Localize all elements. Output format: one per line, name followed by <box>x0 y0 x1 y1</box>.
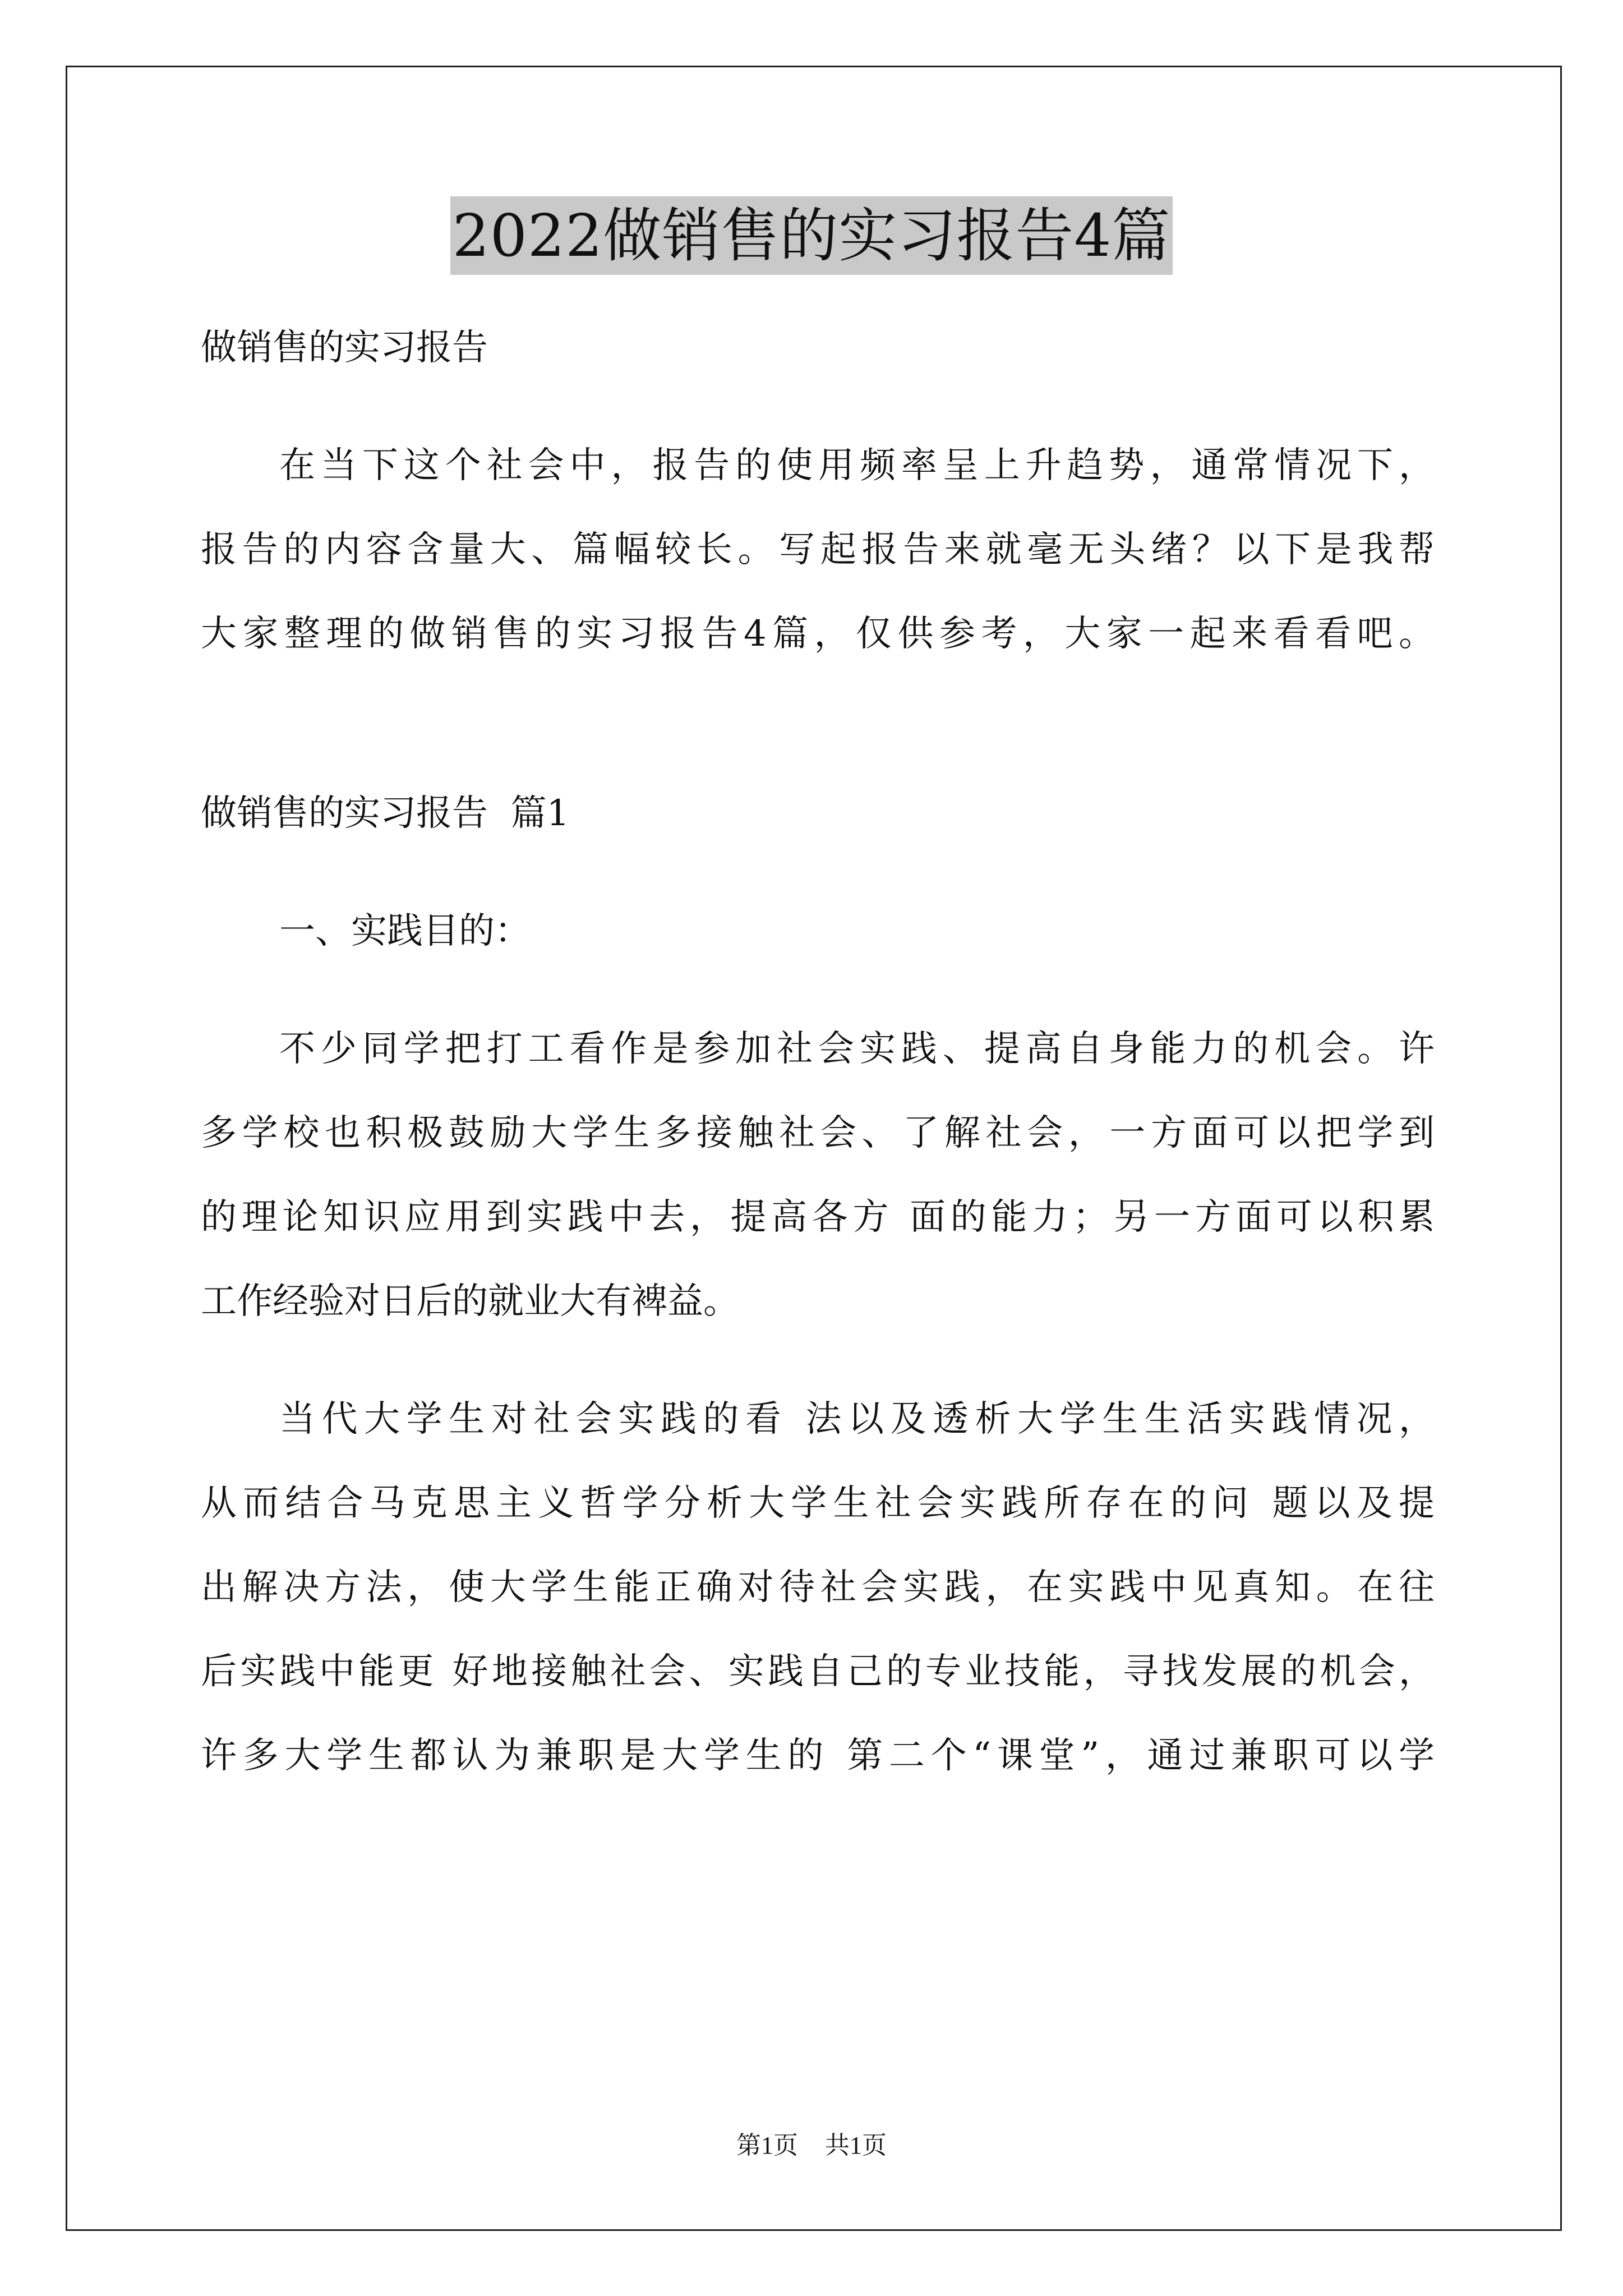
document-title: 2022做销售的实习报告4篇 <box>450 196 1173 275</box>
document-heading: 做销售的实习报告 <box>201 327 488 369</box>
paragraph-line: 许多大学生都认为兼职是大学生的 第二个“课堂”，通过兼职可以学 <box>201 1735 1435 1777</box>
page-footer <box>0 2129 1623 2162</box>
paragraph-line: 的理论知识应用到实践中去，提高各方 面的能力；另一方面可以积累 <box>201 1197 1435 1238</box>
intro-paragraph <box>201 424 1435 676</box>
intro-line: 报告的内容含量大、篇幅较长。写起报告来就毫无头绪？以下是我帮 <box>201 529 1435 570</box>
intro-line: 在当下这个社会中，报告的使用频率呈上升趋势，通常情况下， <box>279 445 1435 486</box>
paragraph-1 <box>201 1007 1435 1343</box>
section-title: 做销售的实习报告 篇1 <box>201 793 570 834</box>
paragraph-line: 从而结合马克思主义哲学分析大学生社会实践所存在的问 题以及提 <box>201 1483 1435 1524</box>
paragraph-line: 出解决方法，使大学生能正确对待社会实践，在实践中见真知。在往 <box>201 1567 1435 1608</box>
spacer <box>201 390 1435 424</box>
intro-line: 大家整理的做销售的实习报告4篇，仅供参考，大家一起来看看吧。 <box>201 613 1435 655</box>
spacer <box>201 676 1435 771</box>
page-number-total: 共1页 <box>825 2132 887 2159</box>
paragraph-line: 当代大学生对社会实践的看 法以及透析大学生生活实践情况， <box>279 1398 1435 1440</box>
paragraph-line: 后实践中能更 好地接触社会、实践自己的专业技能，寻找发展的机会， <box>201 1651 1435 1692</box>
page-number-current: 第1页 <box>736 2132 798 2159</box>
title-container <box>0 196 1623 275</box>
document-body <box>201 306 1435 1798</box>
spacer <box>201 973 1435 1007</box>
paragraph-line: 工作经验对日后的就业大有裨益。 <box>201 1281 739 1322</box>
paragraph-line: 多学校也积极鼓励大学生多接触社会、了解社会，一方面可以把学到 <box>201 1112 1435 1154</box>
spacer <box>201 855 1435 889</box>
subsection-title: 一、实践目的： <box>279 910 531 952</box>
paragraph-line: 不少同学把打工看作是参加社会实践、提高自身能力的机会。许 <box>279 1028 1435 1070</box>
paragraph-2 <box>201 1377 1435 1798</box>
spacer <box>201 1343 1435 1377</box>
